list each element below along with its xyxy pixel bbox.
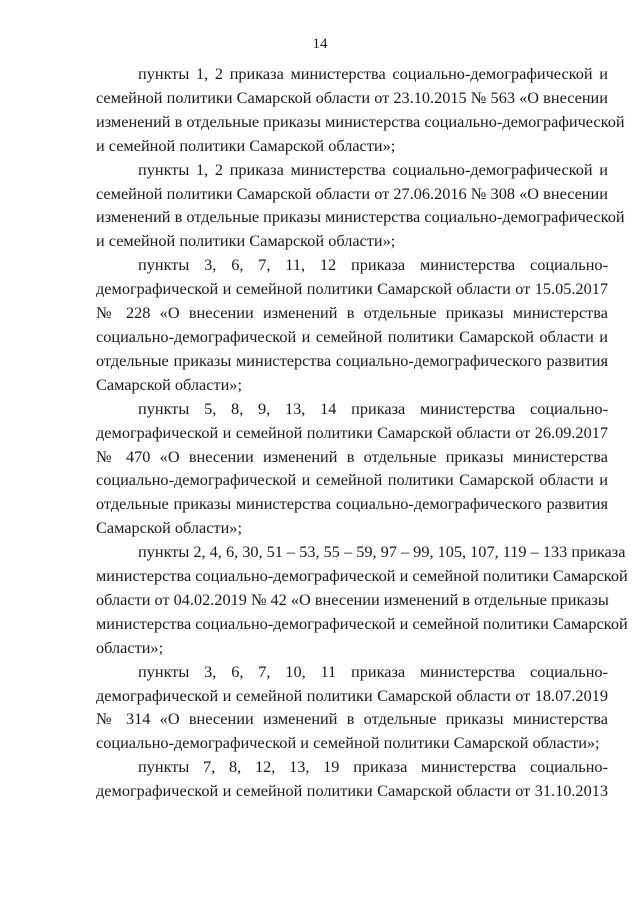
paragraph-line: пункты 2, 4, 6, 30, 51 – 53, 55 – 59, 97 – 99, 105, 107, 119 – 133 приказа bbox=[138, 542, 626, 562]
paragraph-line: отдельные приказы министерства социально-демографического развития bbox=[96, 350, 608, 370]
paragraph bbox=[96, 540, 628, 660]
paragraph-line: демографической и семейной политики Самарской области от 15.05.2017 bbox=[96, 279, 608, 299]
paragraph-line: министерства социально-демографической и семейной политики Самарской bbox=[96, 613, 628, 633]
paragraph-line: Самарской области»; bbox=[96, 518, 242, 538]
paragraph bbox=[96, 660, 608, 756]
paragraph-line: и семейной политики Самарской области»; bbox=[96, 135, 396, 155]
paragraph-line: социально-демографической и семейной политики Самарской области и bbox=[96, 470, 608, 490]
paragraph-line: семейной политики Самарской области от 27.06.2016 № 308 «О внесении bbox=[96, 183, 608, 203]
paragraph-line: пункты 3, 6, 7, 11, 12 приказа министерства социально- bbox=[138, 255, 608, 275]
paragraph-line: пункты 3, 6, 7, 10, 11 приказа министерства социально- bbox=[138, 661, 608, 681]
paragraph-line: демографической и семейной политики Самарской области от 31.10.2013 bbox=[96, 781, 608, 801]
paragraph-line: пункты 1, 2 приказа министерства социально-демографической и bbox=[138, 64, 608, 83]
document-body bbox=[96, 62, 628, 803]
paragraph-line: области от 04.02.2019 № 42 «О внесении изменений в отдельные приказы bbox=[96, 589, 609, 609]
paragraph bbox=[96, 397, 608, 540]
paragraph bbox=[96, 62, 625, 158]
paragraph-line: социально-демографической и семейной политики Самарской области и bbox=[96, 326, 608, 346]
paragraph-line: социально-демографической и семейной политики Самарской области»; bbox=[96, 733, 600, 753]
paragraph-line: пункты 5, 8, 9, 13, 14 приказа министерства социально- bbox=[138, 398, 608, 418]
paragraph-line: изменений в отдельные приказы министерства социально-демографической bbox=[96, 207, 625, 227]
paragraph-line: пункты 1, 2 приказа министерства социально-демографической и bbox=[138, 159, 608, 179]
paragraph-line: отдельные приказы министерства социально-демографического развития bbox=[96, 494, 608, 514]
paragraph-line: изменений в отдельные приказы министерства социально-демографической bbox=[96, 111, 625, 131]
paragraph bbox=[96, 158, 625, 254]
paragraph-line: № 228 «О внесении изменений в отдельные приказы министерства bbox=[96, 303, 608, 323]
paragraph-line: демографической и семейной политики Самарской области от 18.07.2019 bbox=[96, 685, 608, 705]
paragraph-line: министерства социально-демографической и семейной политики Самарской bbox=[96, 566, 628, 586]
paragraph-line: № 470 «О внесении изменений в отдельные приказы министерства bbox=[96, 446, 608, 466]
paragraph bbox=[96, 755, 608, 803]
paragraph-line: демографической и семейной политики Самарской области от 26.09.2017 bbox=[96, 422, 608, 442]
paragraph-line: и семейной политики Самарской области»; bbox=[96, 231, 396, 251]
paragraph-line: области»; bbox=[96, 637, 164, 657]
paragraph-line: № 314 «О внесении изменений в отдельные приказы министерства bbox=[96, 709, 608, 729]
paragraph-line: семейной политики Самарской области от 23.10.2015 № 563 «О внесении bbox=[96, 87, 608, 107]
paragraph-line: пункты 7, 8, 12, 13, 19 приказа министерства социально- bbox=[138, 757, 608, 777]
paragraph bbox=[96, 253, 608, 396]
paragraph-line: Самарской области»; bbox=[96, 374, 242, 394]
page-number: 14 bbox=[312, 36, 328, 52]
